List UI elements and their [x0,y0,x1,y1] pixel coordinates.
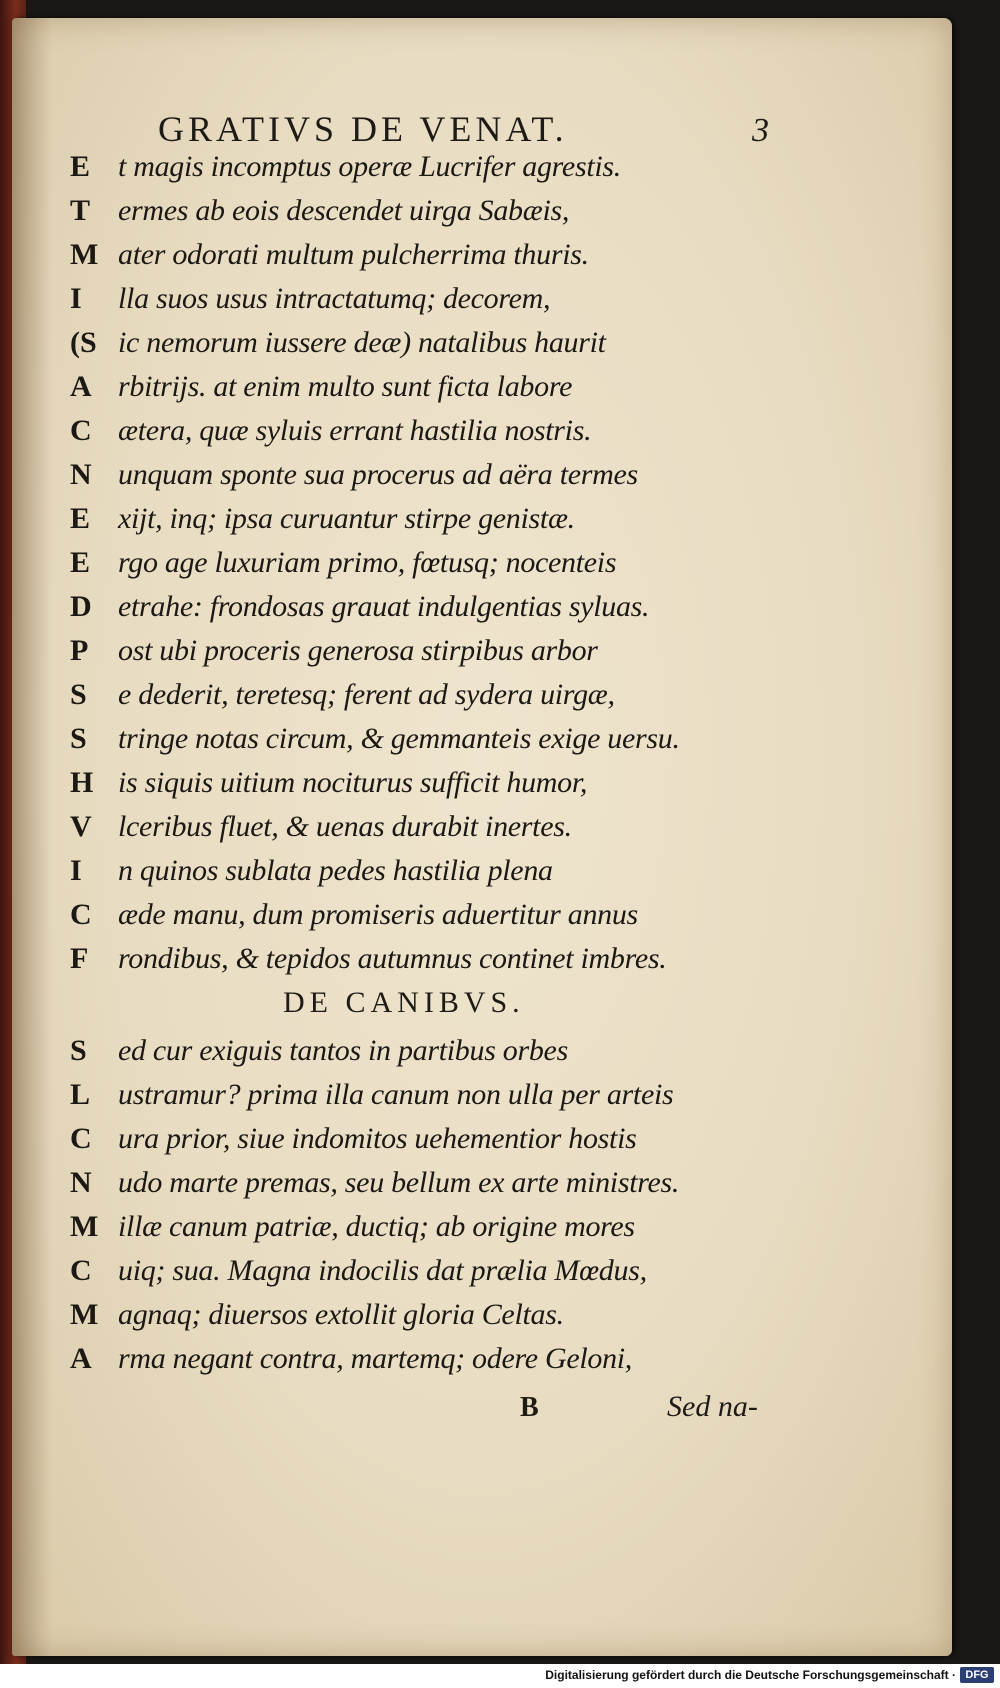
verse-text: agnaq; diuersos extollit gloria Celtas. [118,1298,564,1331]
verse-line [70,590,830,630]
dfg-logo: DFG [960,1667,994,1683]
verse-initial: F [70,942,89,975]
verse-line [70,502,830,542]
verse-text: etrahe: frondosas grauat indulgentias syluas. [118,590,650,623]
verse-initial: S [70,1034,87,1067]
verse-text: ater odorati multum pulcherrima thuris. [118,238,589,271]
verse-initial: M [70,1210,99,1243]
verse-line [70,1166,830,1206]
verse-initial: L [70,1078,91,1111]
verse-text: lceribus fluet, & uenas durabit inertes. [118,810,572,843]
verse-text: ic nemorum iussere deæ) natalibus haurit [118,326,606,359]
verse-line [70,458,830,498]
verse-line [70,370,830,410]
verse-line [70,1034,830,1074]
verse-initial: H [70,766,94,799]
verse-text: lla suos usus intractatumq; decorem, [118,282,551,315]
verse-line [70,766,830,806]
verse-line [70,1078,830,1118]
verse-initial: C [70,898,92,931]
verse-initial: C [70,414,92,447]
verse-text: unquam sponte sua procerus ad aëra termes [118,458,638,491]
catchword: Sed na- [667,1390,758,1423]
verse-initial: E [70,546,91,579]
verse-initial: P [70,634,89,667]
verse-text: rbitrijs. at enim multo sunt ficta labore [118,370,573,403]
verse-text: rma negant contra, martemq; odere Geloni, [118,1342,633,1375]
verse-initial: A [70,1342,92,1375]
verse-line [70,150,830,190]
verse-initial: M [70,1298,99,1331]
page-number: 3 [752,112,769,149]
verse-initial: T [70,194,91,227]
running-head: GRATIVS DE VENAT. [158,109,568,149]
verse-line [70,1122,830,1162]
verse-line [70,678,830,718]
verse-text: n quinos sublata pedes hastilia plena [118,854,553,887]
verse-initial: N [70,1166,92,1199]
verse-text: ura prior, siue indomitos uehementior hostis [118,1122,637,1155]
verse-text: rgo age luxuriam primo, fœtusq; nocenteis [118,546,617,579]
verse-text: illæ canum patriæ, ductiq; ab origine mores [118,1210,635,1243]
verse-text: ætera, quæ syluis errant hastilia nostris. [118,414,592,447]
verse-line [70,1298,830,1338]
footer-bar [0,1664,1000,1688]
verse-initial: I [70,854,82,887]
verse-initial: N [70,458,92,491]
verse-text: tringe notas circum, & gemmanteis exige uersu. [118,722,680,755]
page-gutter-shadow [12,18,52,1656]
verse-line [70,282,830,322]
signature-mark: B [520,1392,539,1423]
verse-text: uiq; sua. Magna indocilis dat prælia Mœdus, [118,1254,647,1287]
verse-line [70,326,830,366]
verse-line [70,1210,830,1250]
verse-text: t magis incomptus operæ Lucrifer agrestis. [118,150,621,183]
verse-initial: (S [70,326,97,359]
verse-line [70,854,830,894]
verse-text: udo marte premas, seu bellum ex arte ministres. [118,1166,680,1199]
verse-initial: E [70,150,91,183]
verse-initial: V [70,810,92,843]
verse-line [70,942,830,982]
verse-text: is siquis uitium nociturus sufficit humor, [118,766,588,799]
verse-line [70,546,830,586]
verse-initial: S [70,722,87,755]
verse-line [70,634,830,674]
verse-initial: E [70,502,91,535]
verse-initial: S [70,678,87,711]
verse-initial: M [70,238,99,271]
verse-line [70,1342,830,1382]
verse-line [70,1254,830,1294]
verse-initial: C [70,1122,92,1155]
verse-initial: C [70,1254,92,1287]
verse-initial: I [70,282,82,315]
verse-text: ost ubi proceris generosa stirpibus arbor [118,634,598,667]
verse-initial: D [70,590,92,623]
section-heading: DE CANIBVS. [283,986,525,1019]
verse-text: ustramur? prima illa canum non ulla per arteis [118,1078,674,1111]
verse-line [70,898,830,938]
verse-text: e dederit, teretesq; ferent ad sydera uirgæ, [118,678,615,711]
verse-initial: A [70,370,92,403]
verse-line [70,238,830,278]
verse-text: ermes ab eois descendet uirga Sabæis, [118,194,570,227]
verse-line [70,810,830,850]
verse-line [70,414,830,454]
verse-text: ed cur exiguis tantos in partibus orbes [118,1034,568,1067]
footer-credit: Digitalisierung gefördert durch die Deutsche Forschungsgemeinschaft · [545,1668,956,1682]
verse-line [70,722,830,762]
verse-line [70,194,830,234]
verse-text: æde manu, dum promiseris aduertitur annus [118,898,638,931]
verse-text: rondibus, & tepidos autumnus continet imbres. [118,942,667,975]
verse-text: xijt, inq; ipsa curuantur stirpe genistæ. [118,502,575,535]
